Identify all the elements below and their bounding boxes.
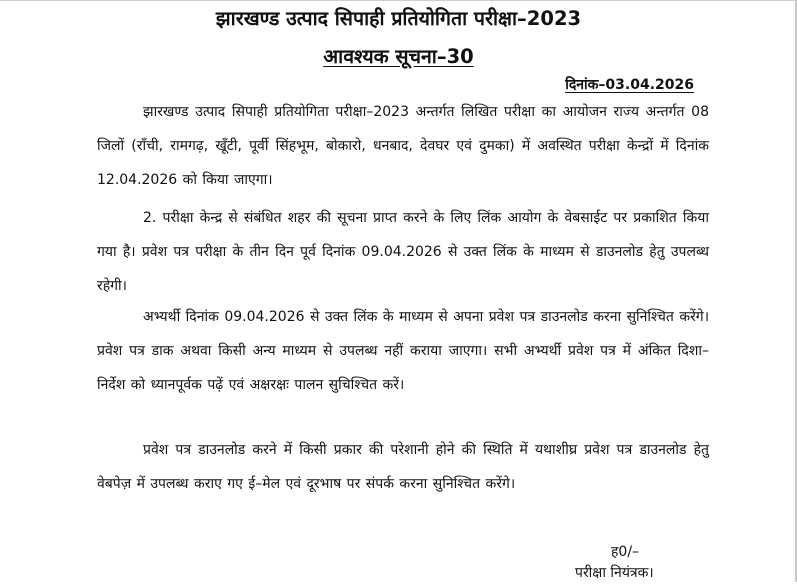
signatory-title: परीक्षा नियंत्रक। — [575, 565, 654, 581]
paragraph-3: अभ्यर्थी दिनांक 09.04.2026 से उक्त लिंक के माध्यम से अपना प्रवेश पत्र डाउनलोड करना सुनिश्चित करेंगे। प्रवेश पत्र डाक अथवा किसी अन्य माध्यम से उपलब्ध नहीं कराया जाएगा। सभी अभ्यर्थी प्रवेश पत्र में अंकित दिशा–निर्देश को ध्यानपूर्वक पढ़ें एवं अक्षरक्षः पालन सुचिश्चित करें। — [97, 309, 709, 393]
signature-mark: ह0/– — [611, 544, 640, 560]
notice-subtitle-text: आवश्यक सूचना–30 — [323, 45, 474, 68]
notice-title: झारखण्ड उत्पाद सिपाही प्रतियोगिता परीक्षा–2023 — [215, 7, 582, 30]
paragraph-4: प्रवेश पत्र डाउनलोड करने में किसी प्रकार की परेशानी होने की स्थिति में यथाशीघ्र प्रवेश पत्र डाउनलोड हेतु वेबपेज़ में उपलब्ध कराए गए ई–मेल एवं दूरभाष पर संपर्क करना सुनिश्चित करेंगे। — [97, 442, 709, 492]
notice-date: दिनांक–03.04.2026 — [565, 77, 694, 93]
notice-subtitle — [0, 43, 797, 71]
paragraph-2: 2. परीक्षा केन्द्र से संबंधित शहर की सूचना प्राप्त करने के लिए लिंक आयोग के वेबसाईट पर प्रकाशित किया गया है। प्रवेश पत्र परीक्षा के तीन दिन पूर्व दिनांक 09.04.2026 से उक्त लिंक के माध्यम से डाउनलोड हेतु उपलब्ध रहेगी। — [97, 210, 709, 294]
top-border — [0, 0, 797, 1]
paragraph-1: झारखण्ड उत्पाद सिपाही प्रतियोगिता परीक्षा–2023 अन्तर्गत लिखित परीक्षा का आयोजन राज्य अन्तर्गत 08 जिलों (राँची, रामगढ़, खूँटी, पूर्वी सिंहभूम, बोकारो, धनबाद, देवघर एवं दुमका) में अवस्थित परीक्षा केन्द्रों में दिनांक 12.04.2026 को किया जाएगा। — [97, 104, 709, 188]
